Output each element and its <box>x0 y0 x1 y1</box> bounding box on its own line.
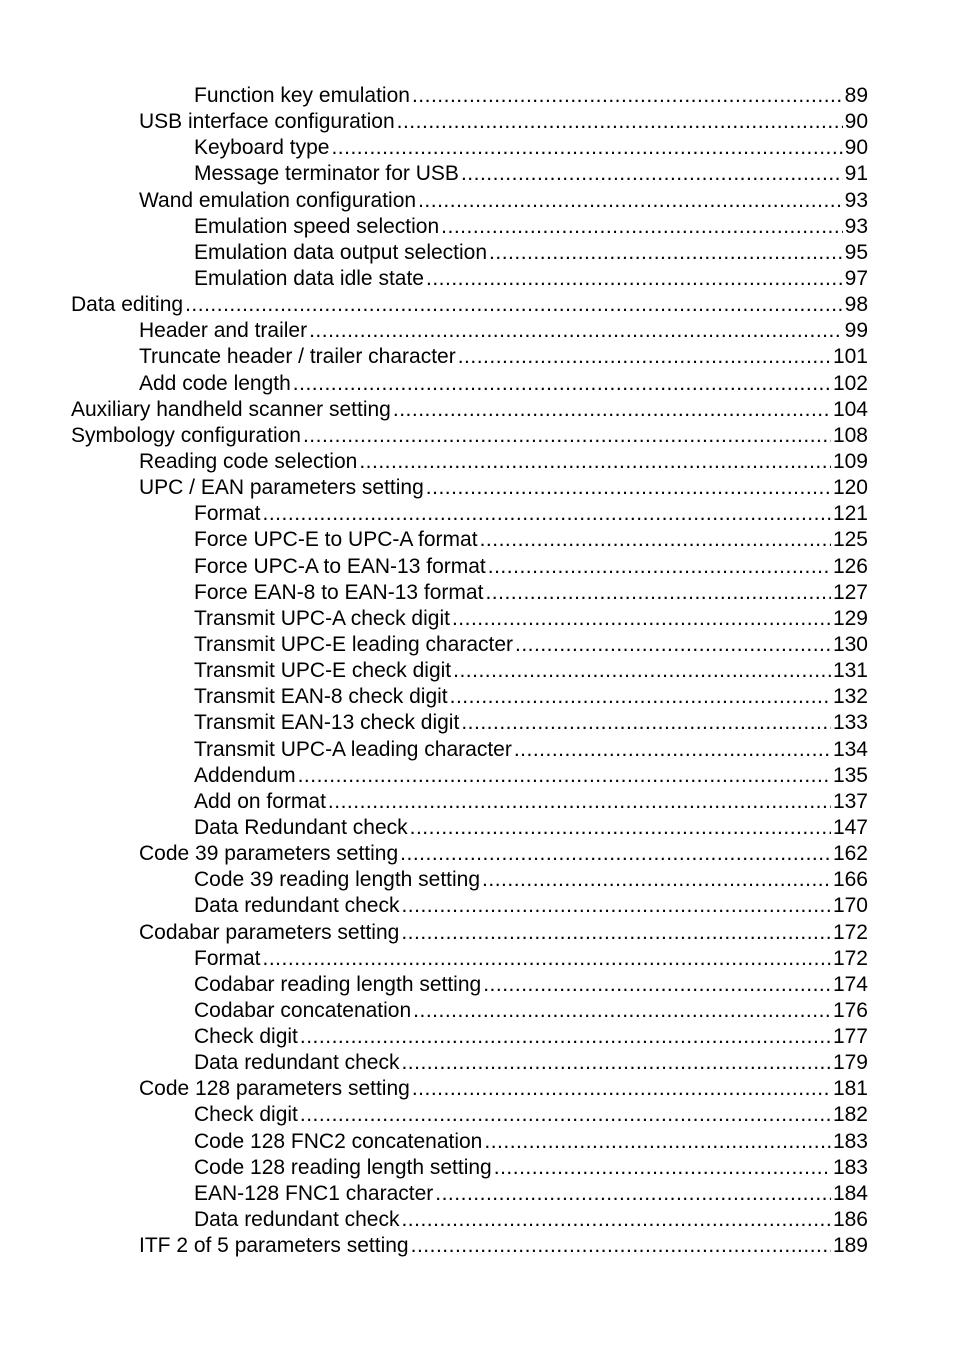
toc-dot-leader <box>461 710 831 736</box>
toc-entry[interactable] <box>0 867 954 893</box>
toc-entry-title: Codabar reading length setting <box>194 972 482 996</box>
toc-entry-title: Force EAN-8 to EAN-13 format <box>194 580 484 604</box>
toc-entry[interactable] <box>0 789 954 815</box>
toc-page-number: 147 <box>832 815 868 839</box>
toc-dot-leader <box>458 344 831 370</box>
toc-page-number: 134 <box>832 737 868 761</box>
toc-page-number: 89 <box>844 84 868 107</box>
toc-page-number: 174 <box>832 972 868 996</box>
toc-entry[interactable] <box>0 815 954 841</box>
toc-page-number: 179 <box>832 1051 868 1075</box>
toc-entry[interactable] <box>0 972 954 998</box>
toc-page-number: 125 <box>832 528 868 552</box>
toc-entry-title: Transmit UPC-E leading character <box>194 632 513 656</box>
toc-dot-leader <box>489 240 843 266</box>
toc-entry-title: Emulation speed selection <box>194 214 440 238</box>
table-of-contents <box>0 83 954 1259</box>
toc-entry[interactable] <box>0 266 954 292</box>
toc-dot-leader <box>298 763 831 789</box>
toc-entry[interactable] <box>0 998 954 1024</box>
toc-page-number: 177 <box>832 1025 868 1049</box>
toc-page-number: 130 <box>832 632 868 656</box>
toc-page-number: 166 <box>832 868 868 892</box>
toc-dot-leader <box>263 946 831 972</box>
toc-entry-title: Transmit EAN-8 check digit <box>194 685 448 709</box>
toc-entry[interactable] <box>0 1024 954 1050</box>
toc-entry[interactable] <box>0 344 954 370</box>
toc-dot-leader <box>441 214 842 240</box>
toc-dot-leader <box>453 658 831 684</box>
toc-entry[interactable] <box>0 684 954 710</box>
toc-entry[interactable] <box>0 763 954 789</box>
toc-entry-title: Truncate header / trailer character <box>139 345 456 369</box>
toc-entry[interactable] <box>0 397 954 423</box>
toc-entry-title: Data editing <box>71 293 184 317</box>
toc-dot-leader <box>515 632 831 658</box>
toc-dot-leader <box>494 1155 831 1181</box>
toc-entry-title: Data redundant check <box>194 1208 400 1232</box>
toc-dot-leader <box>393 397 831 423</box>
toc-entry[interactable] <box>0 423 954 449</box>
toc-page-number: 95 <box>844 240 868 264</box>
toc-entry-title: Check digit <box>194 1103 298 1127</box>
toc-entry[interactable] <box>0 214 954 240</box>
toc-entry-title: Emulation data idle state <box>194 266 424 290</box>
toc-entry-title: Data Redundant check <box>194 815 408 839</box>
toc-entry[interactable] <box>0 292 954 318</box>
toc-page-number: 181 <box>832 1077 868 1101</box>
toc-page-number: 90 <box>844 110 868 134</box>
toc-page-number: 172 <box>832 920 868 944</box>
toc-page-number: 133 <box>832 711 868 735</box>
toc-dot-leader <box>484 1129 831 1155</box>
toc-entry-title: Format <box>194 946 261 970</box>
toc-entry-title: Emulation data output selection <box>194 240 488 264</box>
toc-page-number: 93 <box>844 214 868 238</box>
toc-page-number: 182 <box>832 1103 868 1127</box>
toc-entry[interactable] <box>0 580 954 606</box>
toc-entry-title: Function key emulation <box>194 84 410 107</box>
toc-dot-leader <box>411 1233 831 1259</box>
toc-dot-leader <box>401 893 830 919</box>
toc-entry-title: Transmit UPC-A leading character <box>194 737 512 761</box>
toc-dot-leader <box>331 135 842 161</box>
toc-dot-leader <box>450 684 831 710</box>
toc-page-number: 183 <box>832 1129 868 1153</box>
toc-entry[interactable] <box>0 1076 954 1102</box>
toc-entry-title: Code 39 parameters setting <box>139 842 399 866</box>
toc-entry-title: Transmit UPC-A check digit <box>194 606 450 630</box>
toc-entry[interactable] <box>0 658 954 684</box>
toc-dot-leader <box>328 789 831 815</box>
toc-entry-title: Force UPC-A to EAN-13 format <box>194 554 486 578</box>
toc-dot-leader <box>514 737 831 763</box>
toc-entry-title: Wand emulation configuration <box>139 188 417 212</box>
toc-entry-title: Transmit UPC-E check digit <box>194 659 452 683</box>
toc-page-number: 129 <box>832 606 868 630</box>
toc-entry-title: Code 128 parameters setting <box>139 1077 410 1101</box>
toc-dot-leader <box>359 449 831 475</box>
toc-entry[interactable] <box>0 161 954 187</box>
toc-entry-title: USB interface configuration <box>139 110 395 134</box>
toc-dot-leader <box>461 161 843 187</box>
toc-entry[interactable] <box>0 1155 954 1181</box>
toc-dot-leader <box>485 580 831 606</box>
toc-dot-leader <box>488 554 831 580</box>
toc-dot-leader <box>300 1102 831 1128</box>
toc-dot-leader <box>410 815 831 841</box>
toc-entry-title: Check digit <box>194 1025 298 1049</box>
toc-page-number: 186 <box>832 1208 868 1232</box>
toc-dot-leader <box>397 109 843 135</box>
toc-dot-leader <box>426 266 843 292</box>
toc-dot-leader <box>452 606 831 632</box>
toc-page-number: 102 <box>832 371 868 395</box>
toc-entry-title: Auxiliary handheld scanner setting <box>71 397 391 421</box>
toc-entry[interactable] <box>0 1181 954 1207</box>
toc-entry[interactable] <box>0 1102 954 1128</box>
toc-entry[interactable] <box>0 737 954 763</box>
toc-entry-title: Symbology configuration <box>71 423 301 447</box>
toc-dot-leader <box>185 292 843 318</box>
toc-dot-leader <box>412 1076 831 1102</box>
toc-entry-title: Message terminator for USB <box>194 162 459 186</box>
toc-dot-leader <box>303 423 831 449</box>
toc-entry[interactable] <box>0 240 954 266</box>
toc-entry[interactable] <box>0 554 954 580</box>
toc-dot-leader <box>401 1050 830 1076</box>
toc-entry[interactable] <box>0 449 954 475</box>
toc-dot-leader <box>400 841 831 867</box>
toc-entry-title: Codabar concatenation <box>194 998 412 1022</box>
toc-dot-leader <box>412 83 843 109</box>
toc-page-number: 170 <box>832 894 868 918</box>
toc-entry-title: Data redundant check <box>194 1051 400 1075</box>
toc-page-number: 137 <box>832 789 868 813</box>
toc-entry[interactable] <box>0 710 954 736</box>
toc-entry-title: Add on format <box>194 789 326 813</box>
toc-dot-leader <box>480 527 831 553</box>
toc-entry[interactable] <box>0 188 954 214</box>
toc-entry[interactable] <box>0 1207 954 1233</box>
toc-entry[interactable] <box>0 841 954 867</box>
toc-entry-title: Code 128 FNC2 concatenation <box>194 1129 483 1153</box>
toc-page-number: 135 <box>832 763 868 787</box>
toc-dot-leader <box>401 920 831 946</box>
toc-entry[interactable] <box>0 632 954 658</box>
toc-entry-title: Addendum <box>194 763 296 787</box>
toc-dot-leader <box>263 501 831 527</box>
toc-entry-title: Transmit EAN-13 check digit <box>194 711 460 735</box>
toc-entry-title: Format <box>194 502 261 526</box>
toc-entry[interactable] <box>0 946 954 972</box>
toc-entry-title: Code 39 reading length setting <box>194 868 481 892</box>
toc-dot-leader <box>418 188 843 214</box>
toc-page-number: 97 <box>844 266 868 290</box>
toc-dot-leader <box>300 1024 831 1050</box>
toc-page-number: 172 <box>832 946 868 970</box>
toc-page-number: 132 <box>832 685 868 709</box>
toc-dot-leader <box>309 318 843 344</box>
toc-page-number: 120 <box>832 476 868 500</box>
toc-entry-title: Codabar parameters setting <box>139 920 400 944</box>
toc-page-number: 176 <box>832 998 868 1022</box>
toc-dot-leader <box>426 475 831 501</box>
toc-entry-title: Code 128 reading length setting <box>194 1155 492 1179</box>
toc-page-number: 131 <box>832 659 868 683</box>
toc-entry-title: Keyboard type <box>194 136 330 160</box>
toc-entry[interactable] <box>0 1233 954 1259</box>
toc-entry[interactable] <box>0 475 954 501</box>
toc-page-number: 91 <box>844 162 868 186</box>
toc-entry[interactable] <box>0 1129 954 1155</box>
toc-entry[interactable] <box>0 1050 954 1076</box>
toc-entry-title: Add code length <box>139 371 291 395</box>
toc-entry-title: EAN-128 FNC1 character <box>194 1181 434 1205</box>
toc-entry[interactable] <box>0 109 954 135</box>
toc-entry[interactable] <box>0 318 954 344</box>
toc-page-number: 98 <box>844 293 868 317</box>
toc-entry[interactable] <box>0 135 954 161</box>
toc-page-number: 127 <box>832 580 868 604</box>
toc-entry[interactable] <box>0 501 954 527</box>
toc-dot-leader <box>435 1181 831 1207</box>
toc-page-number: 90 <box>844 136 868 160</box>
toc-page-number: 126 <box>832 554 868 578</box>
toc-entry-title: Data redundant check <box>194 894 400 918</box>
toc-entry[interactable] <box>0 920 954 946</box>
toc-entry-title: Force UPC-E to UPC-A format <box>194 528 478 552</box>
toc-entry[interactable] <box>0 527 954 553</box>
toc-page-number: 93 <box>844 188 868 212</box>
toc-page-number: 101 <box>832 345 868 369</box>
toc-dot-leader <box>413 998 831 1024</box>
toc-entry-title: ITF 2 of 5 parameters setting <box>139 1234 409 1258</box>
toc-entry[interactable] <box>0 371 954 397</box>
toc-page-number: 183 <box>832 1155 868 1179</box>
toc-page-number: 108 <box>832 423 868 447</box>
toc-entry-title: UPC / EAN parameters setting <box>139 476 424 500</box>
toc-page-number: 189 <box>832 1234 868 1258</box>
toc-dot-leader <box>482 867 831 893</box>
toc-entry-title: Header and trailer <box>139 319 308 343</box>
toc-entry-title: Reading code selection <box>139 449 358 473</box>
toc-dot-leader <box>483 972 831 998</box>
toc-page-number: 104 <box>832 397 868 421</box>
toc-page-number: 99 <box>844 319 868 343</box>
toc-entry[interactable] <box>0 606 954 632</box>
toc-dot-leader <box>293 371 831 397</box>
toc-page-number: 184 <box>832 1181 868 1205</box>
toc-page-number: 109 <box>832 449 868 473</box>
toc-page-number: 162 <box>832 842 868 866</box>
toc-page-number: 121 <box>832 502 868 526</box>
toc-entry[interactable] <box>0 893 954 919</box>
toc-entry[interactable] <box>0 83 954 109</box>
toc-dot-leader <box>401 1207 830 1233</box>
